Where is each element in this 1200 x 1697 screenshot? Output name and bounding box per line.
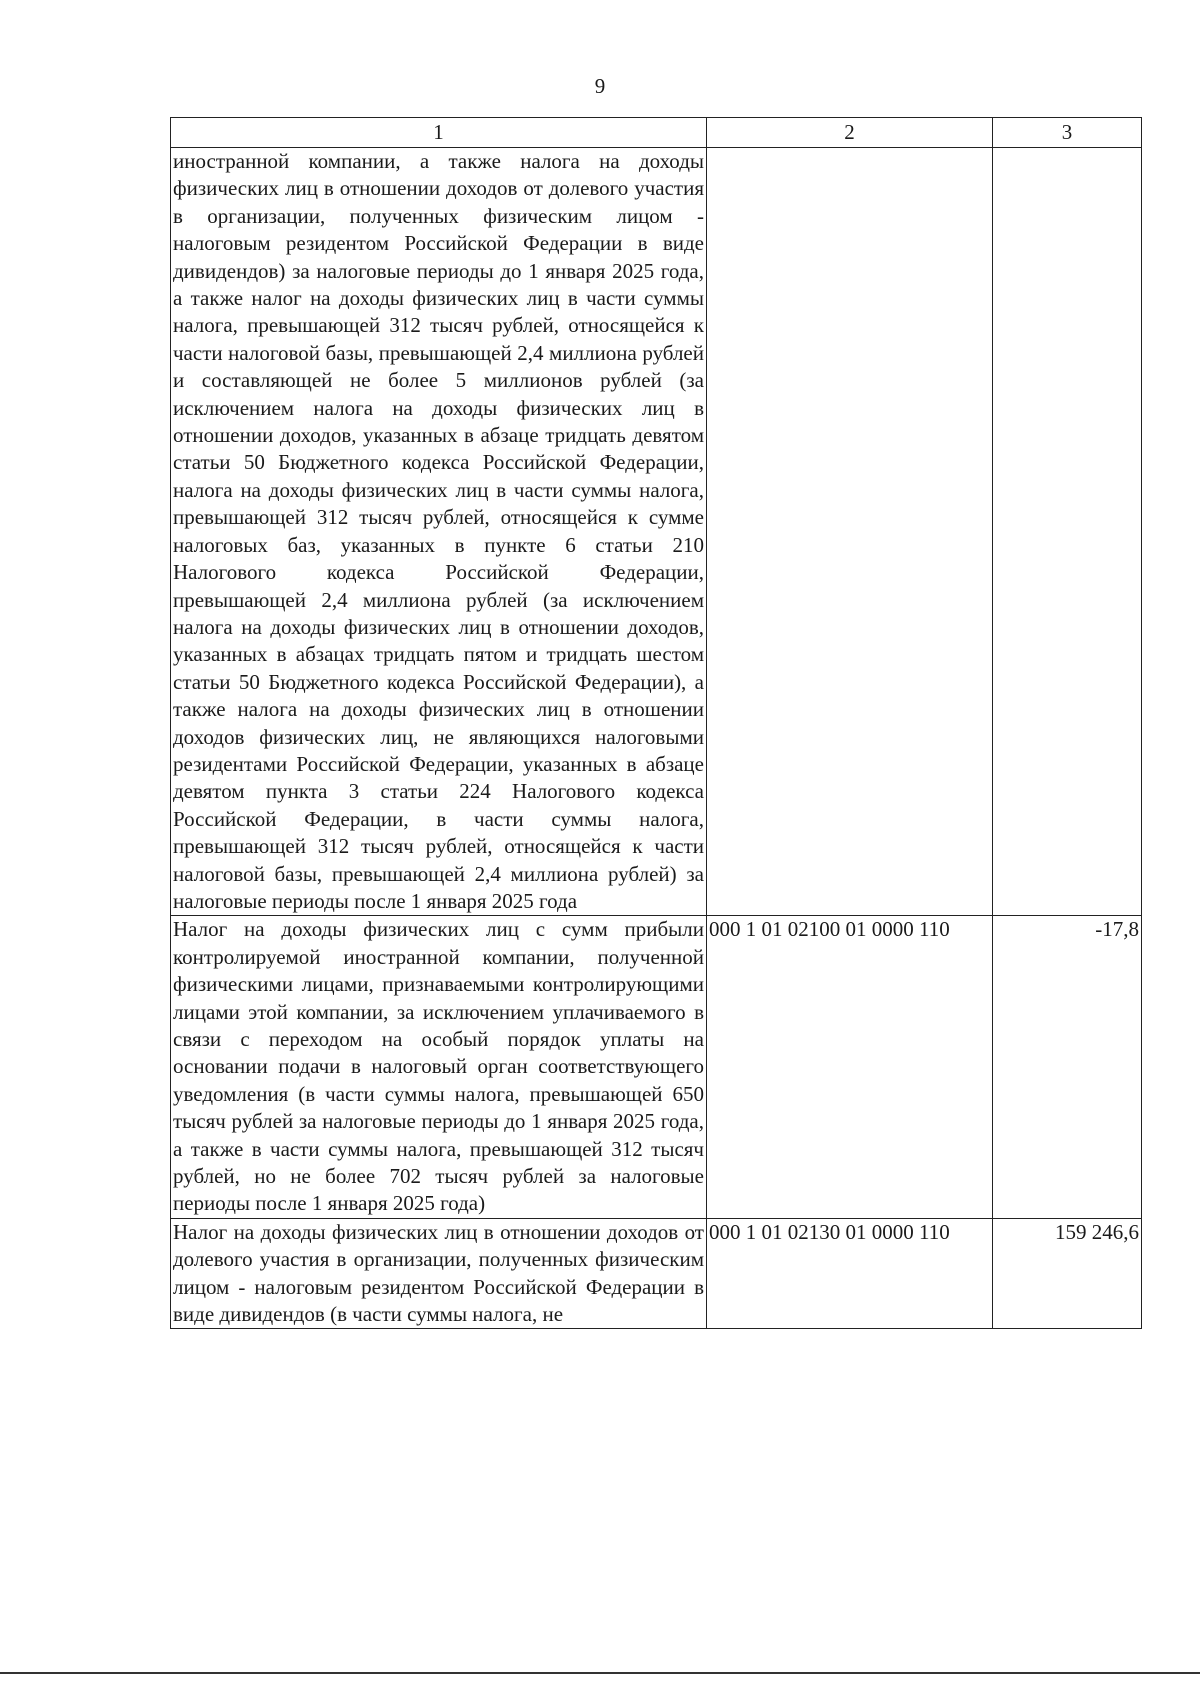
budget-classification-code: 000 1 01 02100 01 0000 110	[707, 916, 993, 1218]
table-row	[171, 148, 1142, 916]
column-header-1: 1	[171, 118, 707, 148]
budget-classification-code	[707, 148, 993, 916]
budget-classification-code: 000 1 01 02130 01 0000 110	[707, 1218, 993, 1329]
revenue-amount	[993, 148, 1142, 916]
revenue-description: Налог на доходы физических лиц в отношении доходов от долевого участия в организации, полученных физическим лицом - налоговым резидентом Российской Федерации в виде дивидендов (в части суммы налога, не	[171, 1218, 707, 1329]
table-header-row	[171, 118, 1142, 148]
table-row	[171, 1218, 1142, 1329]
revenue-description: Налог на доходы физических лиц с сумм прибыли контролируемой иностранной компании, полученной физическими лицами, признаваемыми контролирующими лицами этой компании, за исключением уплачиваемого в связи с переходом на особый порядок уплаты на основании подачи в налоговый орган соответствующего уведомления (в части суммы налога, превышающей 650 тысяч рублей за налоговые периоды до 1 января 2025 года, а также в части суммы налога, превышающей 312 тысяч рублей, но не более 702 тысяч рублей за налоговые периоды после 1 января 2025 года)	[171, 916, 707, 1218]
revenue-description: иностранной компании, а также налога на доходы физических лиц в отношении доходов от долевого участия в организации, полученных физическим лицом - налоговым резидентом Российской Федерации в виде дивидендов) за налоговые периоды до 1 января 2025 года, а также налог на доходы физических лиц в части суммы налога, превышающей 312 тысяч рублей, относящейся к части налоговой базы, превышающей 2,4 миллиона рублей и составляющей не более 5 миллионов рублей (за исключением налога на доходы физических лиц в отношении доходов, указанных в абзаце тридцать девятом статьи 50 Бюджетного кодекса Российской Федерации, налога на доходы физических лиц в части суммы налога, превышающей 312 тысяч рублей, относящейся к сумме налоговых баз, указанных в пункте 6 статьи 210 Налогового кодекса Российской Федерации, превышающей 2,4 миллиона рублей (за исключением налога на доходы физических лиц в отношении доходов, указанных в абзацах тридцать пятом и тридцать шестом статьи 50 Бюджетного кодекса Российской Федерации), а также налога на доходы физических лиц в отношении доходов физических лиц, не являющихся налоговыми резидентами Российской Федерации, указанных в абзаце девятом пункта 3 статьи 224 Налогового кодекса Российской Федерации, в части суммы налога, превышающей 312 тысяч рублей, относящейся к части налоговой базы, превышающей 2,4 миллиона рублей) за налоговые периоды после 1 января 2025 года	[171, 148, 707, 916]
revenue-amount: 159 246,6	[993, 1218, 1142, 1329]
column-header-2: 2	[707, 118, 993, 148]
page-number: 9	[594, 74, 606, 98]
revenue-amount: -17,8	[993, 916, 1142, 1218]
budget-revenue-table	[170, 117, 1142, 1329]
footer-divider	[0, 1672, 1200, 1674]
column-header-3: 3	[993, 118, 1142, 148]
table-row	[171, 916, 1142, 1218]
